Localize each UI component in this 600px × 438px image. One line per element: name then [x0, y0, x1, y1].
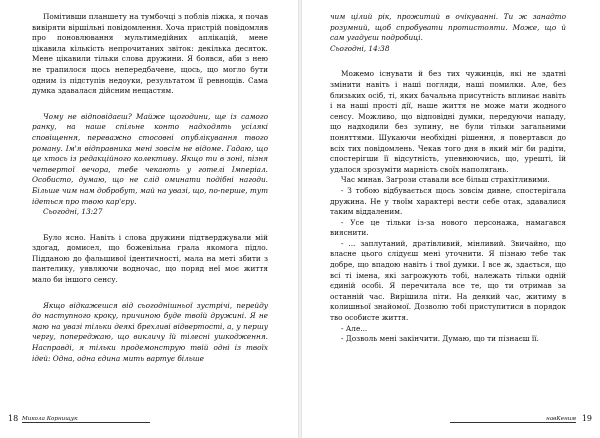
- dialogue-line: - З тобою відбувається щось зовсім дивне, спостерігала дружина. Не у твоїм характері вести себе отак, здавалися таким віддаленим.: [330, 185, 566, 217]
- paragraph: Можемо існувати й без тих чужинців, які не здатні змінити навіть і наші погляди, наші помилки. Але, без близьких осіб, ті, яких бачальна присутність вплинає навіть і на наші прості дії, наше життя не може мати жодного сенсу. Можливо, що відповідні думки, передуючи нападу, що надходили без зупину, не були тільки загальними поняттями. Шукаючи необхідні рішення, я повертався до всіх тих повідомлень. Чекав того дня в який міг би радіти, спостерігши її відсутність, упевнюючись, що, урешті, їй удалося зрозуміти марність своїх наполягань.: [330, 69, 566, 174]
- left-page-text: [32, 12, 268, 364]
- paragraph: Було ясно. Навіть і слова дружини підтверджували мій здогад, домисел, що божевільна грала якомога підло. Підданою до фальшивої ідентичності, мала на меті збити з пантелику, уявляючи водночас, що поряд неї моє життя мало би іншого сенсу.: [32, 232, 268, 285]
- running-header-author: Микола Корнищук: [22, 416, 78, 422]
- paragraph: Час минав. Загрози ставали все більш страхітливими.: [341, 175, 550, 185]
- right-page-text: [330, 12, 566, 345]
- left-page: [0, 0, 298, 438]
- left-footer: [0, 413, 298, 425]
- message-quote: Чому не відповідаєш? Майже щогодини, ще із самого ранку, на наше спільне конто надходять усілякі сповіщення, переважно стосовні опублікування твого роману. Ім'я відправника мені зовсім не відоме. Гадаю, що це хтось із редакційного колективу. Якщо ти в зоні, пізня четвертої вечора, тебе чекають у готелі Імперіал. Особисто, думаю, що не слід оминати подібні нагоди. Більше чим нам добробут, май на увазі, що, по-перше, тут ідеться про твою кар'єру.: [32, 111, 268, 206]
- dialogue-line: - Усе це тільки із-за нового персонажа, намагався вияснити.: [330, 217, 566, 238]
- right-footer: [302, 413, 600, 425]
- message-quote: Якщо відкажешся від сьогоднішньої зустрічі, перейду до наступного кроку, причиною буде твоїй дружині. Я не маю на увазі тільки деякі брехливі відвертості, а, у першу чергу, попереджаю, що викличу їй тілесні ушкодження. Насправді, я тільки продемонструю твій одні із твоїх ідей: Одна, одна єдина мить вартує більше: [32, 300, 268, 363]
- message-timestamp: Сьогодні, 14:38: [330, 43, 390, 53]
- running-header-title: навКеним: [546, 416, 576, 422]
- dialogue-line: - ... заплутаний, дратівливий, мінливий. Звичайно, що власне цього слідуєш мені уточнити. Я пізнаю тебе так добре, що впадою навіть і твої думки. І все ж, здається, що всі ті імена, які загрожують тобі, належать тільки одній єдиній особі. Я перечитала все те, що ти отримав за останній час. Вирішила піти. На деякий час, житиму в колишньої знайомої. Дозволю тобі приступитися в порядок тво особисте життя.: [330, 238, 566, 323]
- page-number: 18: [8, 414, 19, 423]
- dialogue-line: - Дозволь мені закінчити. Думаю, що ти пізнаєш її.: [341, 334, 539, 344]
- message-quote: чим цілий рік, прожитий в очікуванні. Ти ж занадто розумний, щоб спробувати протистояти. Може, що й сам угадуєш подробиці.: [330, 12, 566, 43]
- message-timestamp: Сьогодні, 13:27: [43, 207, 103, 217]
- paragraph: Помітивши планшету на тумбочці з поблів ліжка, я почав вивіряти віршільні повідомлення. Хоча пристрій повідомляв про поновлювання мультимедійних аплікацій, мене цікавила кількість непрочитаних звіток: декілька десяток. Мене цікавили тільки слова дружини. Я боявся, аби з нею не трапилося щось непередбачене, щось, що могло бути одним із підступів недоуки, результатом її ревнощів. Сама думка здавалася дійсним нещастям.: [32, 12, 268, 96]
- footer-rule: [22, 422, 150, 423]
- dialogue-line: - Але...: [341, 323, 368, 333]
- page-number: 19: [581, 414, 592, 423]
- right-page: [302, 0, 600, 438]
